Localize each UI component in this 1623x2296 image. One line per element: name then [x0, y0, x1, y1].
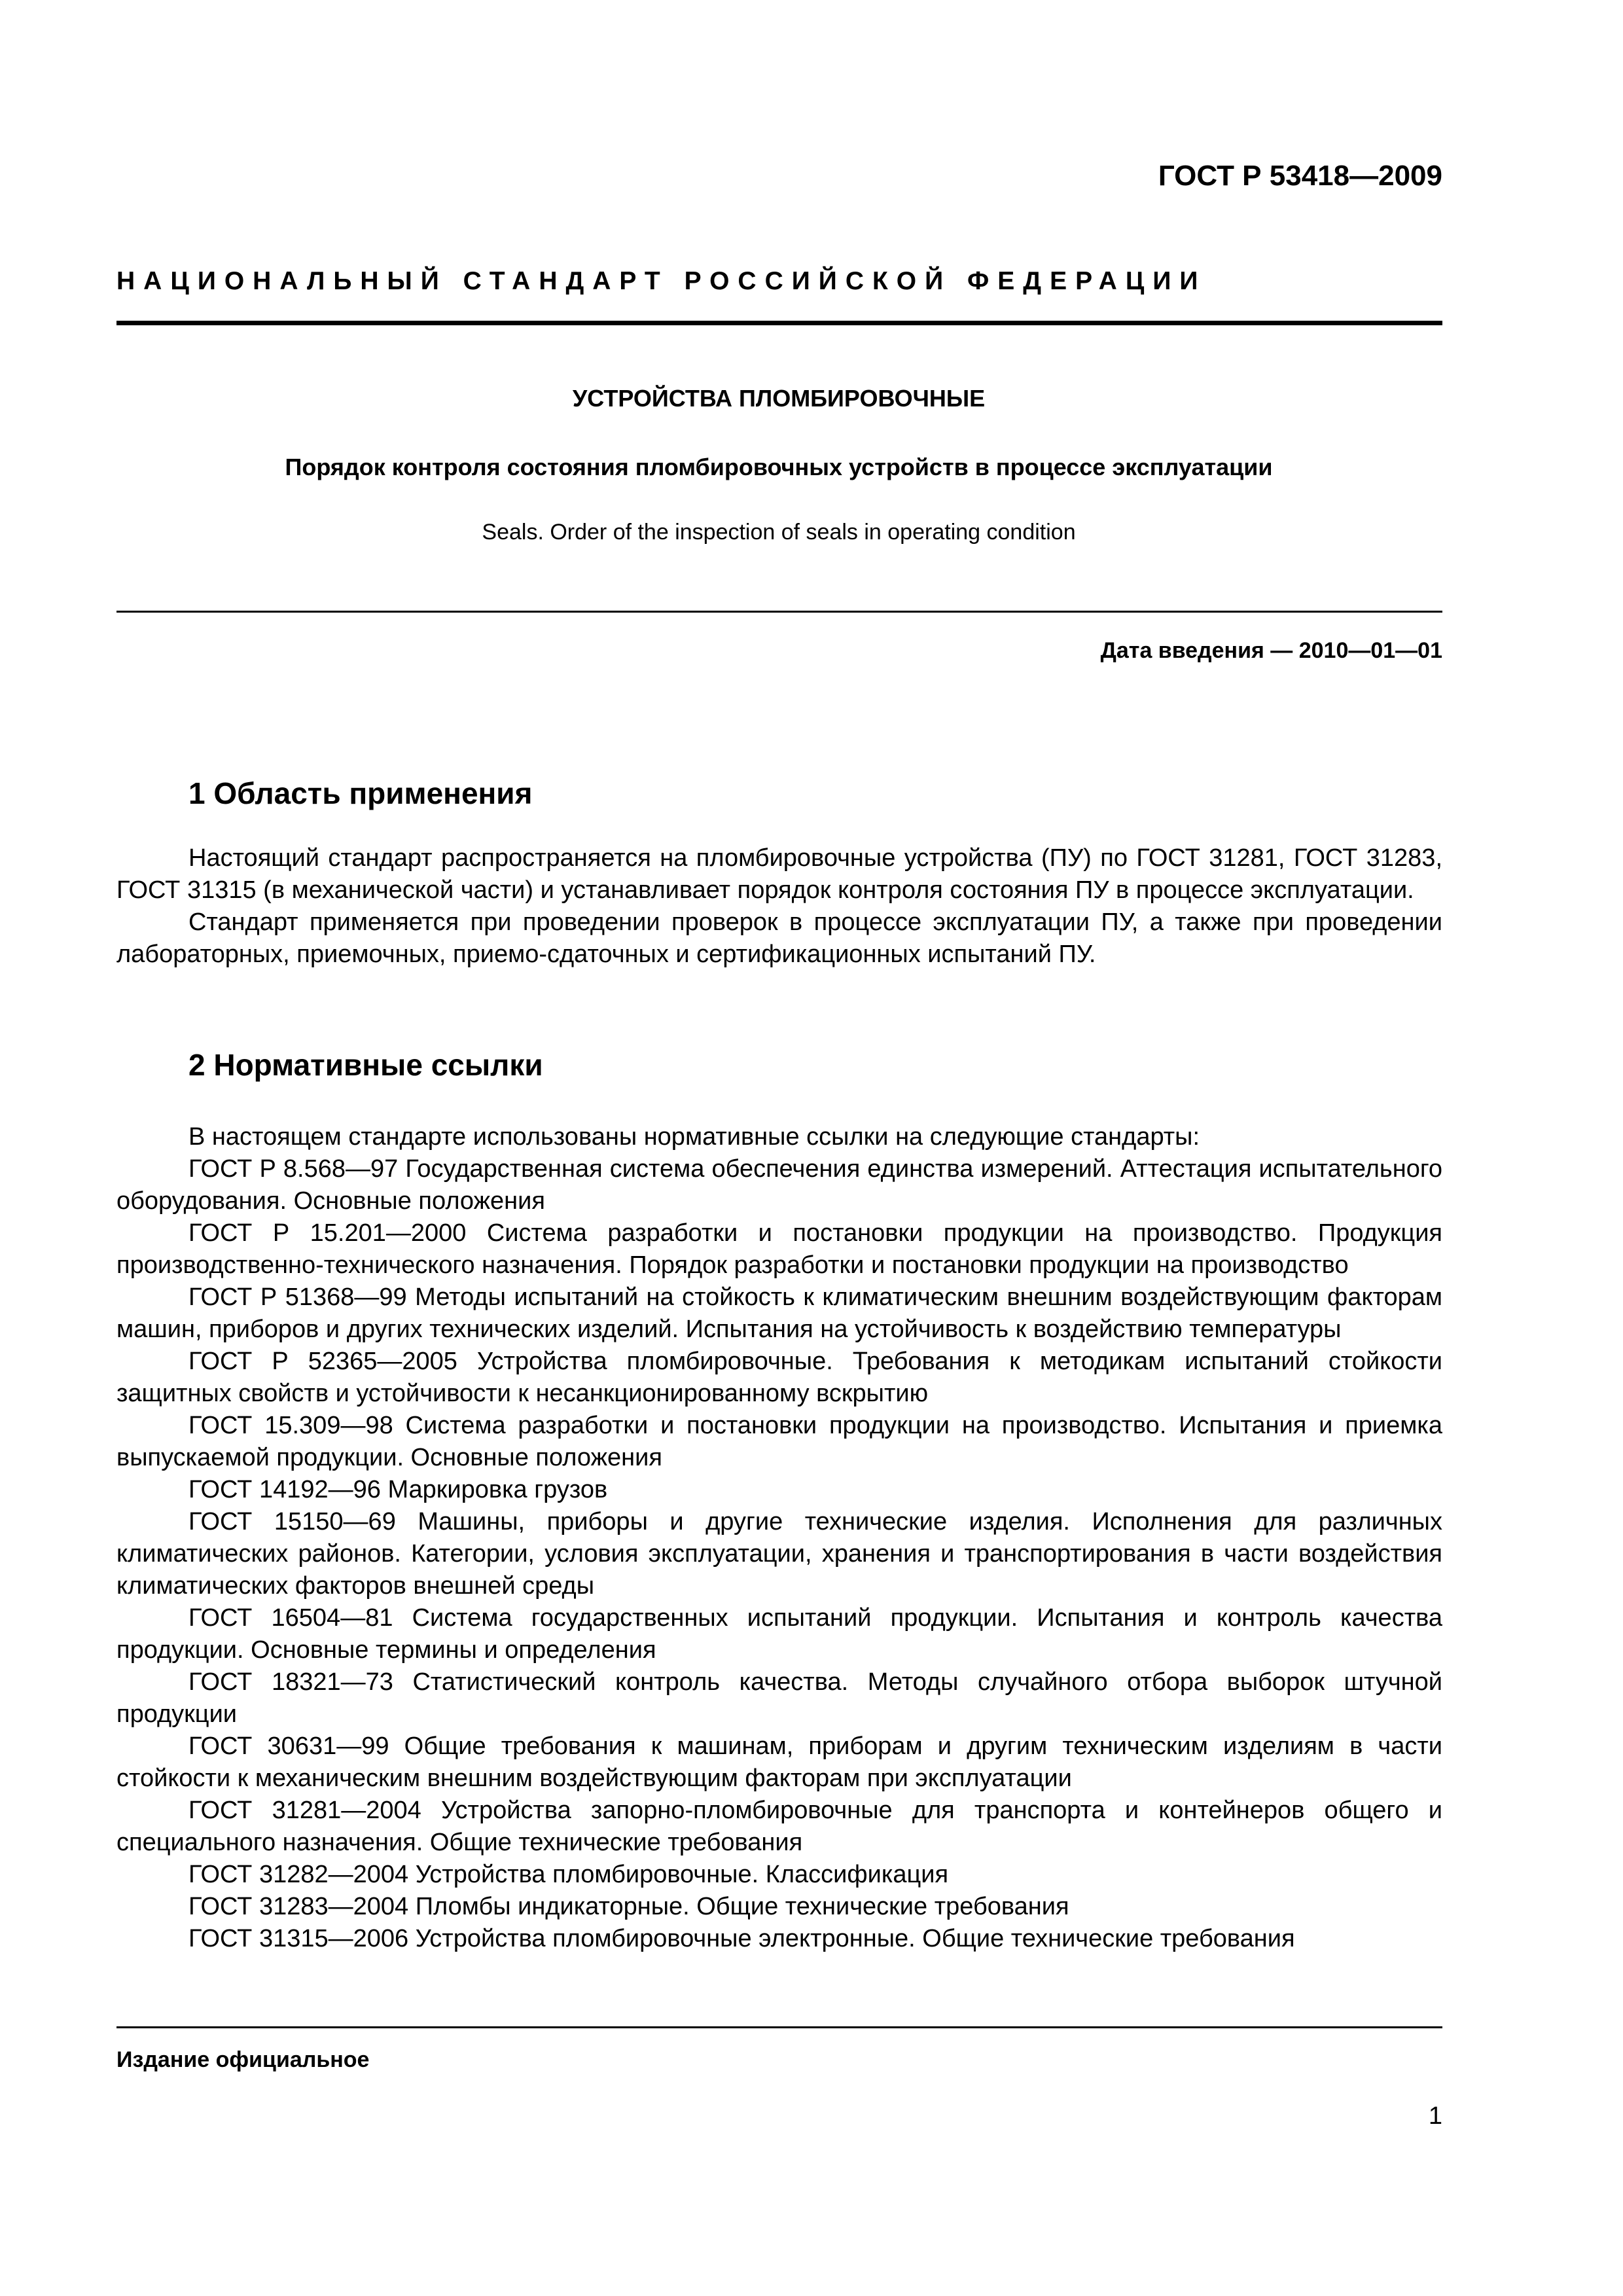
document-subtitle: Порядок контроля состояния пломбировочных устройств в процессе эксплуатации	[285, 454, 1273, 480]
reference-item: ГОСТ 30631—99 Общие требования к машинам, приборам и другим техническим изделиям в части стойкости к механическим внешним воздействующим факторам при эксплуатации	[116, 1732, 1442, 1792]
reference-item: ГОСТ 15150—69 Машины, приборы и другие технические изделия. Исполнения для различных климатических районов. Категории, условия эксплуатации, хранения и транспортирования в части воздействия климатических факторов внешней среды	[116, 1508, 1442, 1600]
section-body-normative-references	[116, 1121, 1442, 1955]
footer-rule	[116, 2026, 1442, 2028]
section-body-scope	[116, 842, 1442, 971]
document-number: ГОСТ Р 53418—2009	[1158, 160, 1442, 192]
national-standard-banner: НАЦИОНАЛЬНЫЙ СТАНДАРТ РОССИЙСКОЙ ФЕДЕРАЦИИ	[116, 267, 1207, 295]
paragraph: Стандарт применяется при проведении проверок в процессе эксплуатации ПУ, а также при проведении лабораторных, приемочных, приемо-сдаточных и сертификационных испытаний ПУ.	[116, 908, 1442, 968]
reference-item: ГОСТ Р 8.568—97 Государственная система обеспечения единства измерений. Аттестация испытательного оборудования. Основные положения	[116, 1155, 1442, 1215]
reference-item: ГОСТ 31283—2004 Пломбы индикаторные. Общие технические требования	[188, 1893, 1069, 1920]
reference-item: ГОСТ 15.309—98 Система разработки и постановки продукции на производство. Испытания и приемка выпускаемой продукции. Основные положения	[116, 1412, 1442, 1471]
reference-item: ГОСТ Р 52365—2005 Устройства пломбировочные. Требования к методикам испытаний стойкости защитных свойств и устойчивости к несанкционированному вскрытию	[116, 1348, 1442, 1407]
document-title: УСТРОЙСТВА ПЛОМБИРОВОЧНЫЕ	[572, 385, 986, 412]
reference-item: ГОСТ 18321—73 Статистический контроль качества. Методы случайного отбора выборок штучной продукции	[116, 1668, 1442, 1728]
reference-item: ГОСТ 31315—2006 Устройства пломбировочные электронные. Общие технические требования	[188, 1925, 1295, 1952]
reference-item: ГОСТ Р 51368—99 Методы испытаний на стойкость к климатическим внешним воздействующим факторам машин, приборов и других технических изделий. Испытания на устойчивость к воздействию температуры	[116, 1283, 1442, 1343]
reference-item: ГОСТ 31282—2004 Устройства пломбировочные. Классификация	[188, 1861, 949, 1888]
reference-item: ГОСТ 14192—96 Маркировка грузов	[188, 1476, 608, 1503]
page-number: 1	[1428, 2102, 1442, 2130]
header-rule	[116, 321, 1442, 325]
section-heading-normative-references: 2 Нормативные ссылки	[188, 1048, 543, 1082]
reference-item: ГОСТ 16504—81 Система государственных испытаний продукции. Испытания и контроль качества продукции. Основные термины и определения	[116, 1604, 1442, 1664]
title-rule	[116, 611, 1442, 613]
introduction-date: Дата введения — 2010—01—01	[1100, 638, 1442, 663]
reference-item: ГОСТ 31281—2004 Устройства запорно-пломбировочные для транспорта и контейнеров общего и специального назначения. Общие технические требования	[116, 1797, 1442, 1856]
paragraph: Настоящий стандарт распространяется на пломбировочные устройства (ПУ) по ГОСТ 31281, ГОСТ 31283, ГОСТ 31315 (в механической части) и устанавливает порядок контроля состояния ПУ в процессе эксплуатации.	[116, 844, 1442, 904]
reference-item: ГОСТ Р 15.201—2000 Система разработки и постановки продукции на производство. Продукция производственно-технического назначения. Порядок разработки и постановки продукции на производство	[116, 1219, 1442, 1279]
english-title: Seals. Order of the inspection of seals in operating condition	[482, 520, 1076, 545]
section-heading-scope: 1 Область применения	[188, 776, 533, 810]
official-edition-label: Издание официальное	[116, 2047, 370, 2072]
paragraph: В настоящем стандарте использованы нормативные ссылки на следующие стандарты:	[188, 1123, 1200, 1151]
